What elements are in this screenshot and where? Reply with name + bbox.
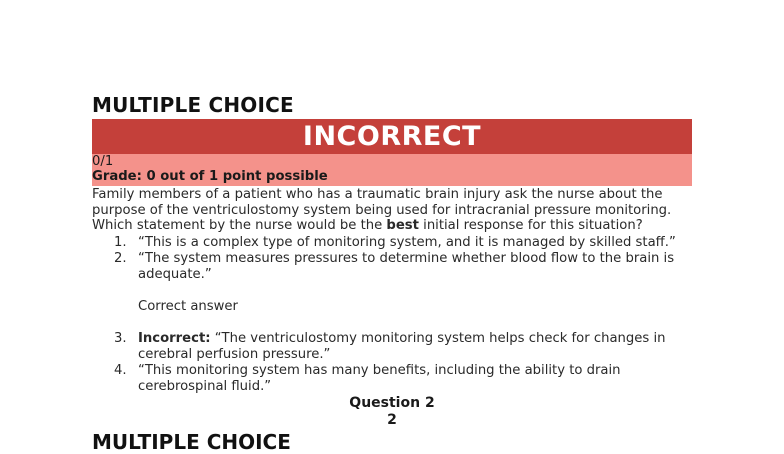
incorrect-label: Incorrect:: [138, 331, 211, 346]
answer-option-1: [92, 235, 696, 251]
section-title-2: MULTIPLE CHOICE: [92, 430, 291, 454]
question-stem-start: Family members of a patient who has a traumatic brain injury ask the nurse about the purpose of the ventriculostomy system being used for intracranial pressure monitoring. Which statement by the nurse would be the: [92, 187, 672, 234]
score-box: [92, 154, 692, 186]
correct-answer-label: Correct answer: [138, 299, 238, 314]
answer-number: 2.: [114, 251, 127, 266]
answer-text: “The system measures pressures to determine whether blood flow to the brain is adequate.”: [138, 251, 675, 282]
grade-text: Grade: 0 out of 1 point possible: [92, 169, 328, 184]
answer-number: 4.: [114, 363, 127, 378]
answer-text: “This monitoring system has many benefits, including the ability to drain cerebrospinal fluid.”: [138, 363, 621, 394]
question-stem-emphasis: best: [386, 218, 419, 234]
answer-option-3: [92, 331, 696, 363]
next-question-number: 2: [387, 412, 397, 428]
score-value: 0/1: [92, 154, 114, 169]
next-question-heading: Question 2: [349, 395, 435, 411]
result-banner: INCORRECT: [92, 119, 692, 154]
question-stem-end: initial response for this situation?: [418, 218, 643, 234]
answer-text: “The ventriculostomy monitoring system helps check for changes in cerebral perfusion pressure.”: [138, 331, 666, 362]
question-stem: [92, 187, 696, 234]
answer-option-4: [92, 363, 696, 395]
section-title: MULTIPLE CHOICE: [92, 93, 294, 117]
answer-list: [92, 235, 696, 395]
answer-number: 1.: [114, 235, 127, 250]
next-question-header: [92, 395, 692, 429]
answer-number: 3.: [114, 331, 127, 346]
answer-option-2: [92, 251, 696, 315]
answer-text: “This is a complex type of monitoring system, and it is managed by skilled staff.”: [138, 235, 676, 250]
